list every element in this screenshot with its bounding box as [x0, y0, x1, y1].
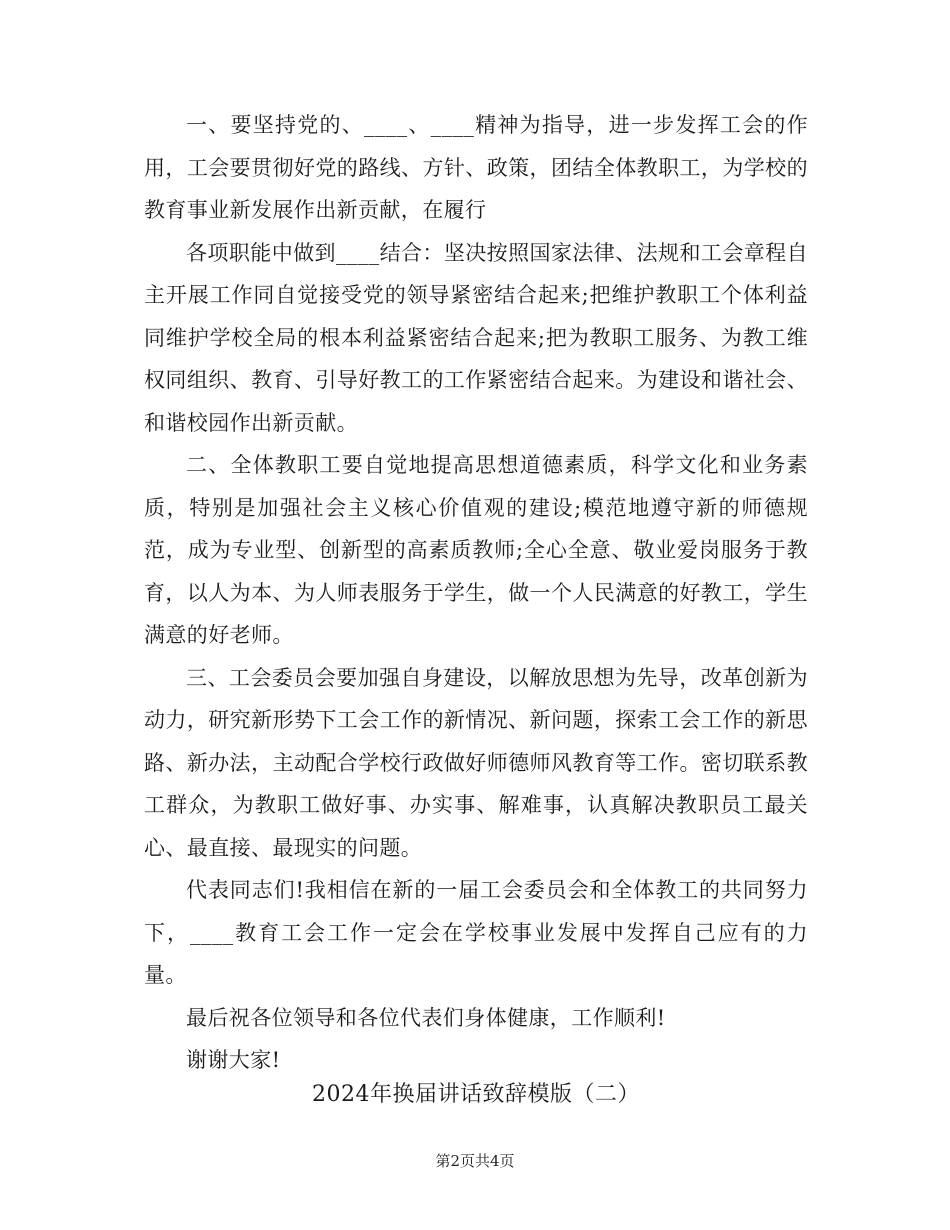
section-title: 2024年换届讲话致辞模版（二） [312, 1082, 640, 1107]
paragraph-5: 代表同志们!我相信在新的一届工会委员会和全体教工的共同努力下，____教育工会工作一定会在学校事业发展中发挥自己应有的力量。 [144, 878, 808, 987]
paragraph-2: 各项职能中做到____结合：坚决按照国家法律、法规和工会章程自主开展工作同自觉接受党的领导紧密结合起来;把维护教职工个体利益同维护学校全局的根本利益紧密结合起来;把为教职工服务、为教工维权同组织、教育、引导好教工的工作紧密结合起来。为建设和谐社会、和谐校园作出新贡献。 [144, 240, 808, 435]
paragraph-3: 二、全体教职工要自觉地提高思想道德素质，科学文化和业务素质，特别是加强社会主义核心价值观的建设;模范地遵守新的师德规范，成为专业型、创新型的高素质教师;全心全意、敬业爱岗服务于教育，以人为本、为人师表服务于学生，做一个人民满意的好教工，学生满意的好老师。 [144, 453, 808, 647]
paragraph-1: 一、要坚持党的、____、____精神为指导，进一步发挥工会的作用，工会要贯彻好党的路线、方针、政策，团结全体教职工，为学校的教育事业新发展作出新贡献，在履行 [144, 113, 808, 222]
paragraph-7: 谢谢大家! [186, 1048, 281, 1072]
paragraph-6: 最后祝各位领导和各位代表们身体健康，工作顺利! [186, 1005, 666, 1030]
document-body [144, 104, 808, 1082]
paragraph-4: 三、工会委员会要加强自身建设，以解放思想为先导，改革创新为动力，研究新形势下工会工作的新情况、新问题，探索工会工作的新思路、新办法，主动配合学校行政做好师德师风教育等工作。密切联系教工群众，为教职工做好事、办实事、解难事，认真解决教职员工最关心、最直接、最现实的问题。 [144, 665, 808, 860]
page-number-footer: 第2页共4页 [435, 1152, 515, 1170]
